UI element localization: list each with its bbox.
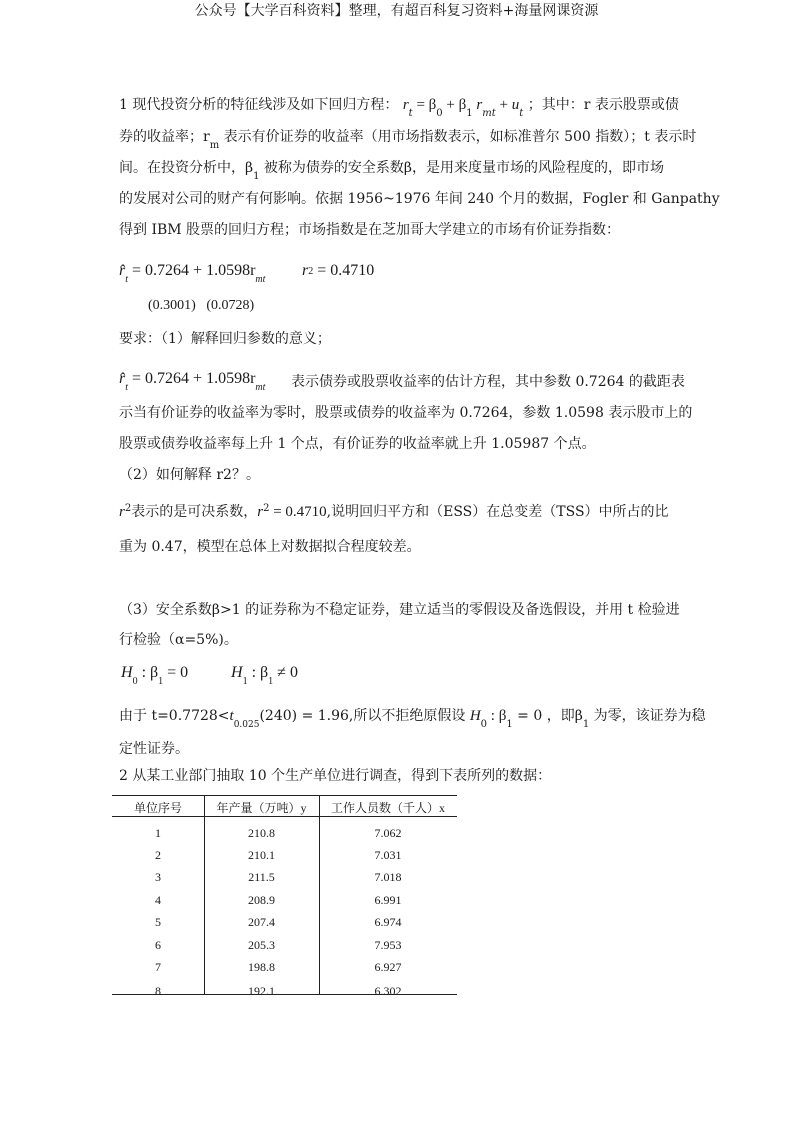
r2-sup: 2 [308,266,314,277]
answer-1-line-2: 示当有价证券的收益率为零时，股票或债券的收益率为 0.7264，参数 1.0598 表示股市上的 [119,405,693,421]
h1-h: H [231,664,243,681]
standard-errors: (0.3001) (0.0728) [148,298,255,313]
ans3-t: t [229,708,234,724]
table-row [112,938,457,960]
fit-rhat: r̂ [119,262,126,279]
r2-label: r [302,262,309,279]
table-cell: 3 [155,870,161,884]
table-cell: 7.018 [374,870,402,884]
eq-plus1: + [442,97,459,113]
answer-1-text: 表示债券或股票收益率的估计方程，其中参数 0.7264 的截距表 [291,374,685,390]
eq-rm: r [472,97,483,113]
eq-beta1: β [458,97,467,113]
h1-eq: ≠ 0 [273,664,298,681]
ans3-c: : β [487,708,507,724]
table-bottom-rule [112,994,457,995]
table-cell: 4 [155,893,161,907]
r2-value: = 0.4710 [313,262,375,279]
h1-sub: 1 [242,676,248,687]
table-cell: 210.1 [248,848,275,862]
table-header-cell: 工作人员数（千人）x [330,801,445,815]
q1-line-4: 的发展对公司的财产有何影响。依据 1956~1976 年间 240 个月的数据，Fogler 和 Ganpathy [119,191,720,207]
table-row [112,893,457,915]
table-cell: 1 [155,826,161,840]
fit-mt: mt [255,274,266,285]
ans2-sup: 2 [124,503,132,514]
table-cell: 2 [155,848,161,862]
ans3-b: (240) = 1.96,所以不拒绝原假设 [259,708,470,724]
table-row [112,870,457,892]
eq-t: t [408,108,413,119]
eq-mt: mt [482,108,496,119]
section-2-title: 2 从某工业部门抽取 10 个生产单位进行调查，得到下表所列的数据： [119,768,552,784]
h1-beta: : β [247,664,269,681]
ans2-eq-val: = 0.4710 [269,504,327,520]
table-cell: 7.953 [374,938,402,952]
requirement-1: 要求：（1）解释回归参数的意义； [119,331,331,347]
h0-h: H [121,664,133,681]
q1-intro: 1 现代投资分析的特征线涉及如下回归方程： [119,97,399,113]
fit-rhs: = 0.7264 + 1.0598r [128,262,256,279]
table-row [112,960,457,982]
eq-beta1-sub: 1 [466,108,473,119]
ans2-a: 表示的是可决系数， [131,504,258,520]
table-cell: 198.8 [248,960,275,974]
eq-eq: = [412,97,429,113]
table-cell: 6.974 [374,915,402,929]
line3-sub: 1 [253,171,260,182]
line3-b: 被称为债券的安全系数β，是用来度量市场的风险程度的，即市场 [259,160,665,176]
table-cell: 7 [155,960,161,974]
null-hypothesis [121,664,189,687]
table-cell: 210.8 [248,826,275,840]
eq-beta0-sub: 0 [436,108,443,119]
q1-line-2 [119,127,696,149]
table-cell: 207.4 [248,915,275,929]
alternative-hypothesis [231,664,298,687]
h0-eq: = 0 [163,664,189,681]
q1-line-1 [119,95,679,117]
ans3-d: = 0 ，即β [512,708,583,724]
ans3-a: 由于 t=0.7728< [119,708,230,724]
table-cell: 6.991 [374,893,402,907]
h0-beta-sub: 1 [158,676,164,687]
ans3-d-sub: 1 [582,719,590,730]
ans3-c-sub: 1 [506,719,513,730]
table-cell: 6 [155,938,161,952]
table-row [112,984,457,1006]
table-header-cell: 单位序号 [133,801,182,815]
table-row [112,826,457,848]
ans1-rhat: r̂ [119,370,126,387]
h0-beta: : β [137,664,159,681]
ans3-t-sub: 0.025 [233,720,260,730]
ans3-e: 为零，该证券为稳 [589,708,706,724]
table-cell: 208.9 [248,893,275,907]
fit-t: t [125,274,129,285]
ans3-h-sub: 0 [480,719,488,730]
answer-2-line-1 [119,502,669,524]
question-3-line-1: （3）安全系数β>1 的证券称为不稳定证券，建立适当的零假设及备选假设，并用 t 检验进 [119,602,680,618]
h0-sub: 0 [132,676,138,687]
ans1-rhs: = 0.7264 + 1.0598r [128,370,256,387]
answer-1-equation [119,370,266,393]
table-cell: 205.3 [248,938,275,952]
answer-1-line-3: 股票或债券收益率每上升 1 个点，有价证券的收益率就上升 1.05987 个点。 [119,436,596,452]
table-header-cell: 年产量（万吨）y [216,801,307,815]
q1-intro-b: ；其中：r 表示股票或债 [527,97,679,113]
line2-m: m [209,140,220,151]
table-row [112,915,457,937]
r-squared [302,262,374,280]
table-header-rule [112,816,457,817]
table-top-rule [112,795,457,796]
eq-u: u [511,97,520,113]
answer-2-line-2: 重为 0.47，模型在总体上对数据拟合程度较差。 [119,539,421,555]
line3-a: 间。在投资分析中，β [119,160,254,176]
ans2-eq-r: r [257,504,264,520]
ans2-r: r [119,504,125,520]
q1-line-3 [119,158,664,180]
answer-3-line-1 [119,706,706,728]
answer-3-line-2: 定性证券。 [119,741,189,757]
question-2: （2）如何解释 r2？。 [119,467,260,483]
table-row [112,848,457,870]
q1-line-5: 得到 IBM 股票的回归方程；市场指数是在芝加哥大学建立的市场有价证券指数： [119,222,621,238]
eq-u-sub: t [519,108,524,119]
eq-plus2: + [495,97,512,113]
h1-beta-sub: 1 [268,676,274,687]
table-header-row [112,799,457,821]
table-cell: 211.5 [248,870,275,884]
table-cell: 6.302 [374,984,402,998]
eq-r: r [402,97,409,113]
table-cell: 8 [155,984,161,998]
ans3-h: H [469,708,481,724]
line2-b: 表示有价证券的收益率（用市场指数表示，如标准普尔 500 指数）；t 表示时 [219,129,697,145]
table-cell: 7.031 [374,848,402,862]
table-cell: 5 [155,915,161,929]
page-header: 公众号【大学百科资料】整理，有超百科复习资料+海量网课资源 [194,3,599,19]
ans2-b: ,说明回归平方和（ESS）在总变差（TSS）中所占的比 [326,504,669,520]
table-cell: 192.1 [248,984,275,998]
ans2-eq-sup: 2 [263,503,270,514]
ans1-t: t [125,382,129,393]
line2-a: 券的收益率；r [119,129,210,145]
fitted-equation [119,262,266,285]
table-cell: 7.062 [374,826,402,840]
question-3-line-2: 行检验（α=5%)。 [119,632,238,648]
ans1-mt: mt [255,382,266,393]
eq-beta0: β [428,97,437,113]
table-cell: 6.927 [374,960,402,974]
